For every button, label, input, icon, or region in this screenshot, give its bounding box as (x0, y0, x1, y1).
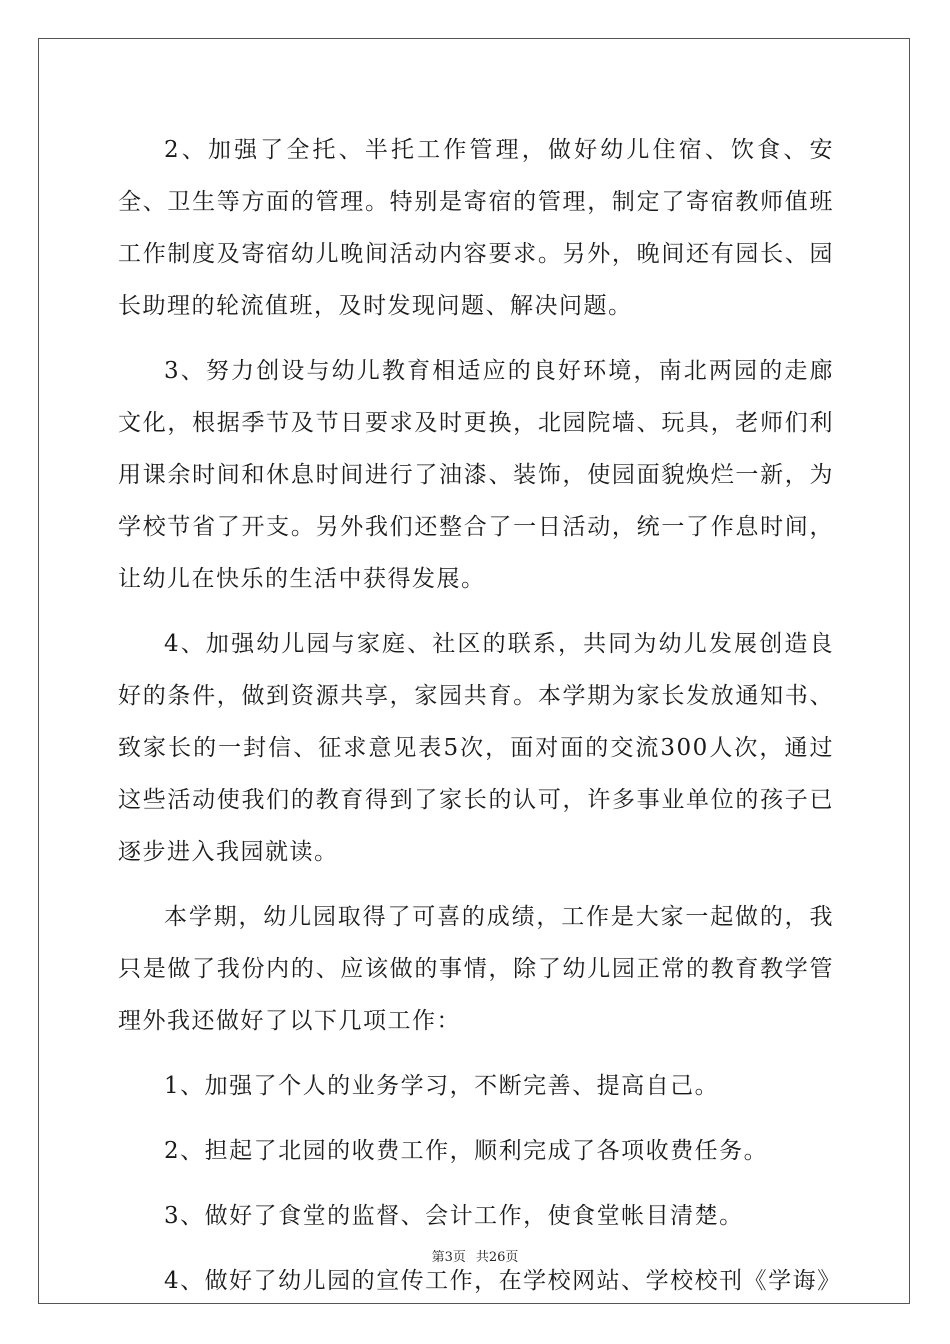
list-item-fees: 2、担起了北园的收费工作，顺利完成了各项收费任务。 (164, 1138, 769, 1164)
list-item-study: 1、加强了个人的业务学习，不断完善、提高自己。 (164, 1073, 720, 1099)
list-item-publicity: 4、做好了幼儿园的宣传工作，在学校网站、学校校刊《学诲》 (164, 1268, 842, 1294)
page-number: 第3页 (431, 1250, 466, 1265)
page-total: 共26页 (475, 1250, 519, 1265)
document-body (118, 124, 842, 1320)
page-footer (0, 1246, 950, 1265)
paragraph-item-3-environment: 3、努力创设与幼儿教育相适应的良好环境，南北两园的走廊文化，根据季节及节日要求及时更换，北园院墙、玩具，老师们利用课余时间和休息时间进行了油漆、装饰，使园面貌焕烂一新，为学校节省了开支。另外我们还整合了一日活动，统一了作息时间，让幼儿在快乐的生活中获得发展。 (118, 358, 834, 592)
list-item-canteen: 3、做好了食堂的监督、会计工作，使食堂帐目清楚。 (164, 1203, 744, 1229)
paragraph-item-2-boarding: 2、加强了全托、半托工作管理，做好幼儿住宿、饮食、安全、卫生等方面的管理。特别是寄宿的管理，制定了寄宿教师值班工作制度及寄宿幼儿晚间活动内容要求。另外，晚间还有园长、园长助理的轮流值班，及时发现问题、解决问题。 (118, 137, 834, 319)
paragraph-item-4-family: 4、加强幼儿园与家庭、社区的联系，共同为幼儿发展创造良好的条件，做到资源共享，家园共育。本学期为家长发放通知书、致家长的一封信、征求意见表5次，面对面的交流300人次，通过这些活动使我们的教育得到了家长的认可，许多事业单位的孩子已逐步进入我园就读。 (118, 631, 834, 865)
paragraph-semester-summary: 本学期，幼儿园取得了可喜的成绩，工作是大家一起做的，我只是做了我份内的、应该做的事情，除了幼儿园正常的教育教学管理外我还做好了以下几项工作： (118, 904, 834, 1034)
